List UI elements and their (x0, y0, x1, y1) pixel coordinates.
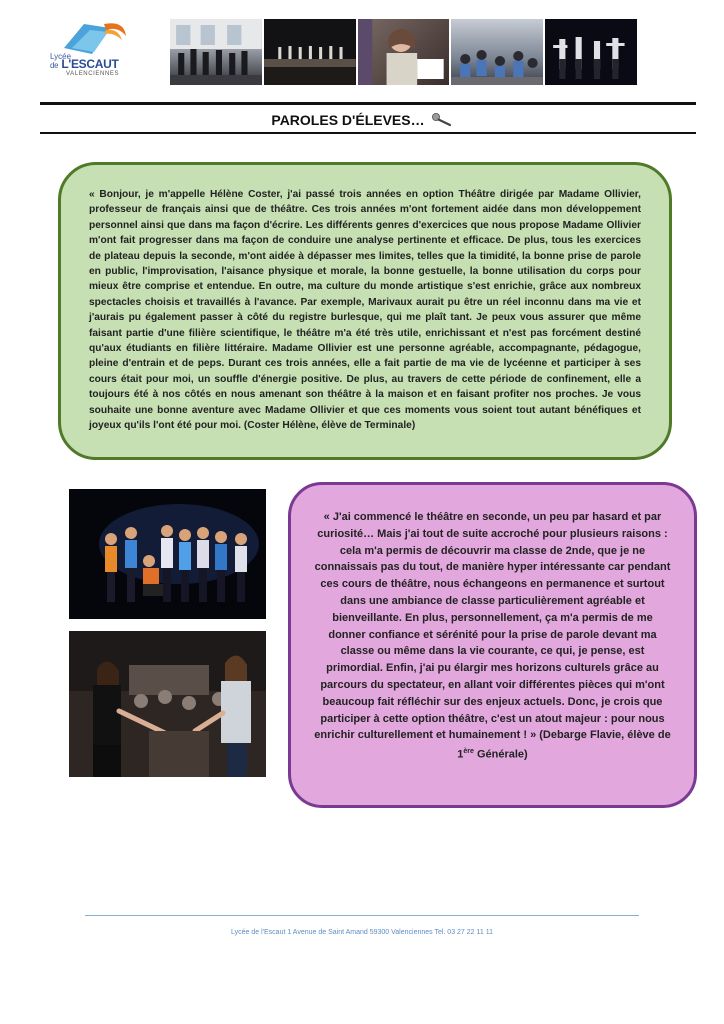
grade-rest: Générale) (473, 748, 528, 761)
testimonial-debarge-body: « J'ai commencé le théâtre en seconde, un peu par hasard et par curiosité… Mais j'ai tout de suite accroché pour plusieurs raisons : cela m'a permis de découvrir ma classe de 2nde, que je ne connaissais pas du tout, de manière hyper intéressante car pendant ces cours de théâtre, nous échangeons en permanence et surtout dans une ambiance de classe particulièrement agréable et bienveillante. En plus, personnellement, ça m'a permis de me donner confiance et sérénité pour la prise de parole devant ma classe ou même dans la vie courante, ce qui, je pense, est primordial. Enfin, j'ai pu élargir mes horizons culturels grâce au parcours du spectateur, en allant voir différentes pièces qui m'ont beaucoup fait réfléchir sur des enjeux actuels. Donc, je crois que participer à cette option théâtre, c'est un atout majeur : pour nous enrichir culturellement et humainement ! » (Debarge Flavie, élève de (314, 511, 671, 742)
logo-city: VALENCIENNES (66, 71, 120, 77)
title-bottom-rule (40, 132, 696, 134)
testimonial-debarge-box (288, 482, 697, 808)
grade-superscript: ère (463, 748, 474, 756)
logo-line1: Lycée (50, 52, 72, 61)
group-workshop-photo (451, 19, 543, 85)
dance-performance-photo (545, 19, 637, 85)
school-logo (44, 18, 144, 77)
stage-performance-photo (69, 489, 266, 619)
logo-name: L'ESCAUT (61, 57, 119, 71)
title-top-rule (40, 102, 696, 105)
testimonial-debarge-text (313, 509, 672, 764)
rehearsal-stage-photo (170, 19, 262, 85)
theatre-workshop-photo (69, 631, 266, 777)
header-photo-strip (170, 19, 637, 85)
logo-prefix: de (50, 61, 59, 70)
testimonial-coster-box (58, 162, 672, 460)
footer-rule (85, 915, 639, 916)
student-reading-photo (358, 19, 450, 85)
testimonial-coster-text: « Bonjour, je m'appelle Hélène Coster, j'ai passé trois années en option Théâtre dirigée par Madame Ollivier, professeur de français ainsi que de théâtre. Ces trois années m'ont fortement aidée dans mon développement personnel ainsi que dans ma façon d'écrire. Les différents genres d'exercices que nous propose Madame Ollivier m'ont fait progresser dans ma façon de conduire une analyse pertinente et efficace. De plus, tous les exercices de plateau depuis la seconde, m'ont aidée à dépasser mes limites, telles que la timidité, la bonne prise de parole en public, l'improvisation, l'aisance physique et morale, la bonne gestuelle, la bonne utilisation du corps pour mieux être comprise et entendue. En outre, ma culture du monde artistique s'est enrichie, grâce aux nombreux spectacles choisis et travaillés à l'avance. Par exemple, Marivaux aurait pu être un réel inconnu dans ma vie et j'aurais pu également passer à côté du registre burlesque, qui me plaît tant. Je peux vous assurer que même faisant partie d'une filière scientifique, le théâtre m'a été très utile, enrichissant et n'est pas forcément destiné qu'aux étudiants en filière littéraire. Madame Ollivier est une personne agréable, accompagnante, pédagogue, pleine d'entrain et de peps. Durant ces trois années, elle a fait partie de ma vie de lycéenne et participer à ses cours était pour moi, un souffle d'énergie positive. De plus, au travers de cette période de confinement, elle a toujours été à nos côtés en nous amenant son théâtre à la maison et en faisant profiter nos proches. Je vous souhaite une bonne aventure avec Madame Ollivier et que ces moments vous soient tout autant bénéfiques et joyeux qu'ils l'ont été pour moi. (Coster Hélène, élève de Terminale) (89, 189, 641, 432)
section-title-text: PAROLES D'ÉLEVES… (271, 112, 425, 128)
grade-number: 1 (457, 748, 464, 761)
footer-address: Lycée de l'Escaut 1 Avenue de Saint Amand 59300 Valenciennes Tel. 03 27 22 11 11 (231, 929, 493, 936)
microphone-icon (431, 112, 453, 128)
section-title (0, 112, 724, 128)
auditorium-stage-photo (264, 19, 356, 85)
